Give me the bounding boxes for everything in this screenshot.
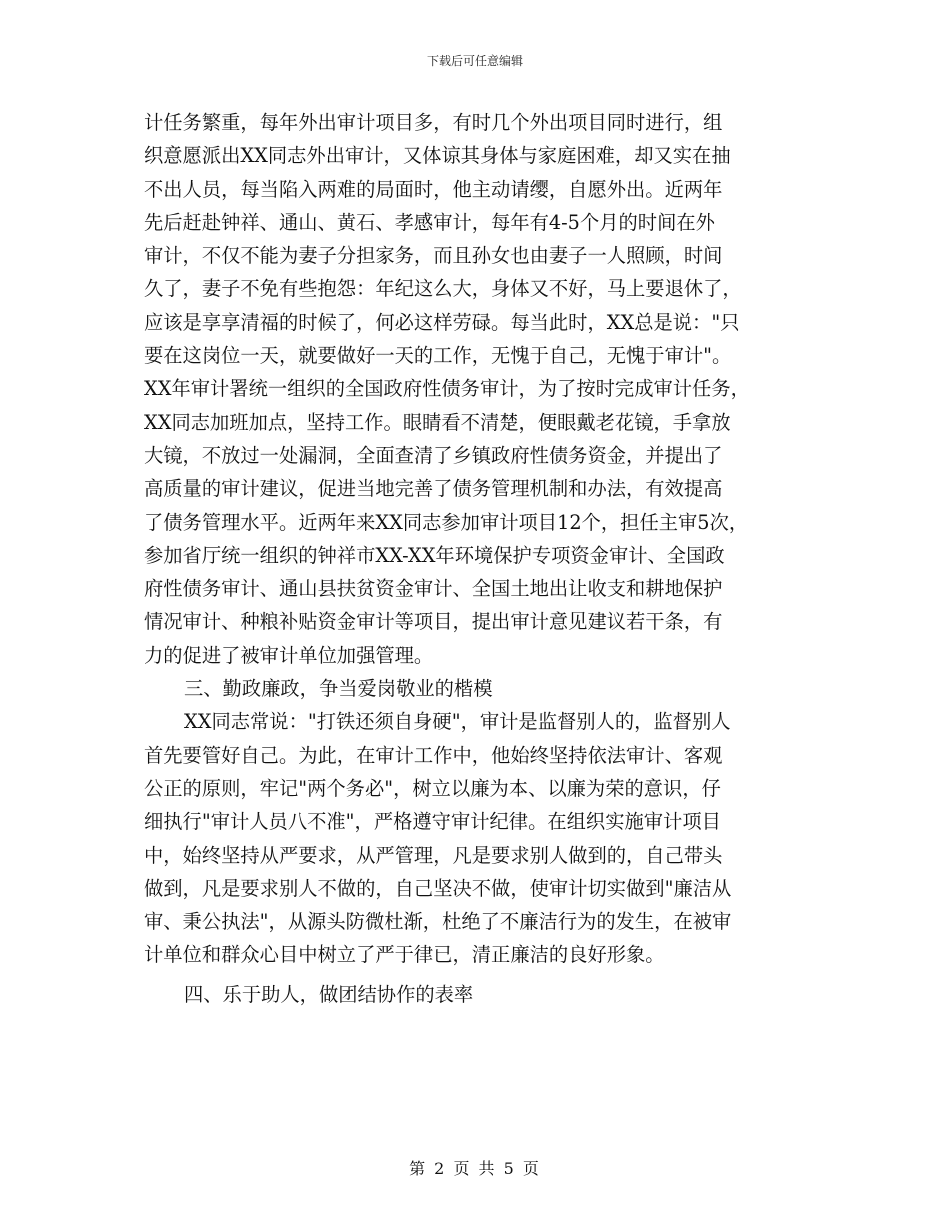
paragraph-line: 府性债务审计、通山县扶贫资金审计、全国土地出让收支和耕地保护 <box>144 577 723 601</box>
section-heading-4: 四、乐于助人，做团结协作的表率 <box>184 982 474 1006</box>
section-heading-3: 三、勤政廉政，争当爱岗敬业的楷模 <box>184 677 493 701</box>
paragraph-line: 审、秉公执法"，从源头防微杜渐，杜绝了不廉洁行为的发生，在被审 <box>144 910 732 934</box>
paragraph-line: 做到，凡是要求别人不做的，自己坚决不做，使审计切实做到"廉洁从 <box>144 876 732 900</box>
page-number: 第 2 页 共 5 页 <box>409 1159 541 1178</box>
paragraph-line: XX同志常说："打铁还须自身硬"，审计是监督别人的，监督别人 <box>184 710 731 734</box>
paragraph-line: 公正的原则，牢记"两个务必"，树立以廉为本、以廉为荣的意识，仔 <box>144 776 721 800</box>
paragraph-line: 情况审计、种粮补贴资金审计等项目，提出审计意见建议若干条，有 <box>144 610 723 634</box>
paragraph-line: 了债务管理水平。近两年来XX同志参加审计项目12个，担任主审5次， <box>144 510 749 534</box>
paragraph-line: 细执行"审计人员八不准"，严格遵守审计纪律。在组织实施审计项目 <box>144 810 721 834</box>
paragraph-line: XX同志加班加点，坚持工作。眼睛看不清楚，便眼戴老花镜，手拿放 <box>144 410 731 434</box>
paragraph-line: 先后赶赴钟祥、通山、黄石、孝感审计，每年有4-5个月的时间在外 <box>144 210 715 234</box>
page-header: 下载后可任意编辑 <box>426 54 523 68</box>
paragraph-line: 大镜，不放过一处漏洞，全面查清了乡镇政府性债务资金，并提出了 <box>144 443 723 467</box>
document-body <box>144 106 834 1011</box>
paragraph-line: 高质量的审计建议，促进当地完善了债务管理机制和办法，有效提高 <box>144 477 723 501</box>
paragraph-line: 计任务繁重，每年外出审计项目多，有时几个外出项目同时进行，组 <box>144 111 723 134</box>
paragraph-line: 计单位和群众心目中树立了严于律已，清正廉洁的良好形象。 <box>144 943 665 967</box>
paragraph-line: 应该是享享清福的时候了，何必这样劳碌。每当此时，XX总是说："只 <box>144 310 740 334</box>
paragraph-line: 参加省厅统一组织的钟祥市XX-XX年环境保护专项资金审计、全国政 <box>144 543 725 567</box>
paragraph-line: 中，始终坚持从严要求，从严管理，凡是要求别人做到的，自己带头 <box>144 843 723 867</box>
paragraph-line: 不出人员，每当陷入两难的局面时，他主动请缨，自愿外出。近两年 <box>144 177 723 201</box>
paragraph-line: XX年审计署统一组织的全国政府性债务审计，为了按时完成审计任务， <box>144 377 750 401</box>
paragraph-line: 久了，妻子不免有些抱怨：年纪这么大，身体又不好，马上要退休了， <box>144 277 742 301</box>
paragraph-line: 审计，不仅不能为妻子分担家务，而且孙女也由妻子一人照顾，时间 <box>144 244 723 268</box>
paragraph-line: 力的促进了被审计单位加强管理。 <box>144 643 434 667</box>
paragraph-line: 织意愿派出XX同志外出审计，又体谅其身体与家庭困难，却又实在抽 <box>144 144 731 168</box>
paragraph-line: 要在这岗位一天，就要做好一天的工作，无愧于自己，无愧于审计"。 <box>144 344 732 368</box>
paragraph-line: 首先要管好自己。为此，在审计工作中，他始终坚持依法审计、客观 <box>144 743 723 767</box>
